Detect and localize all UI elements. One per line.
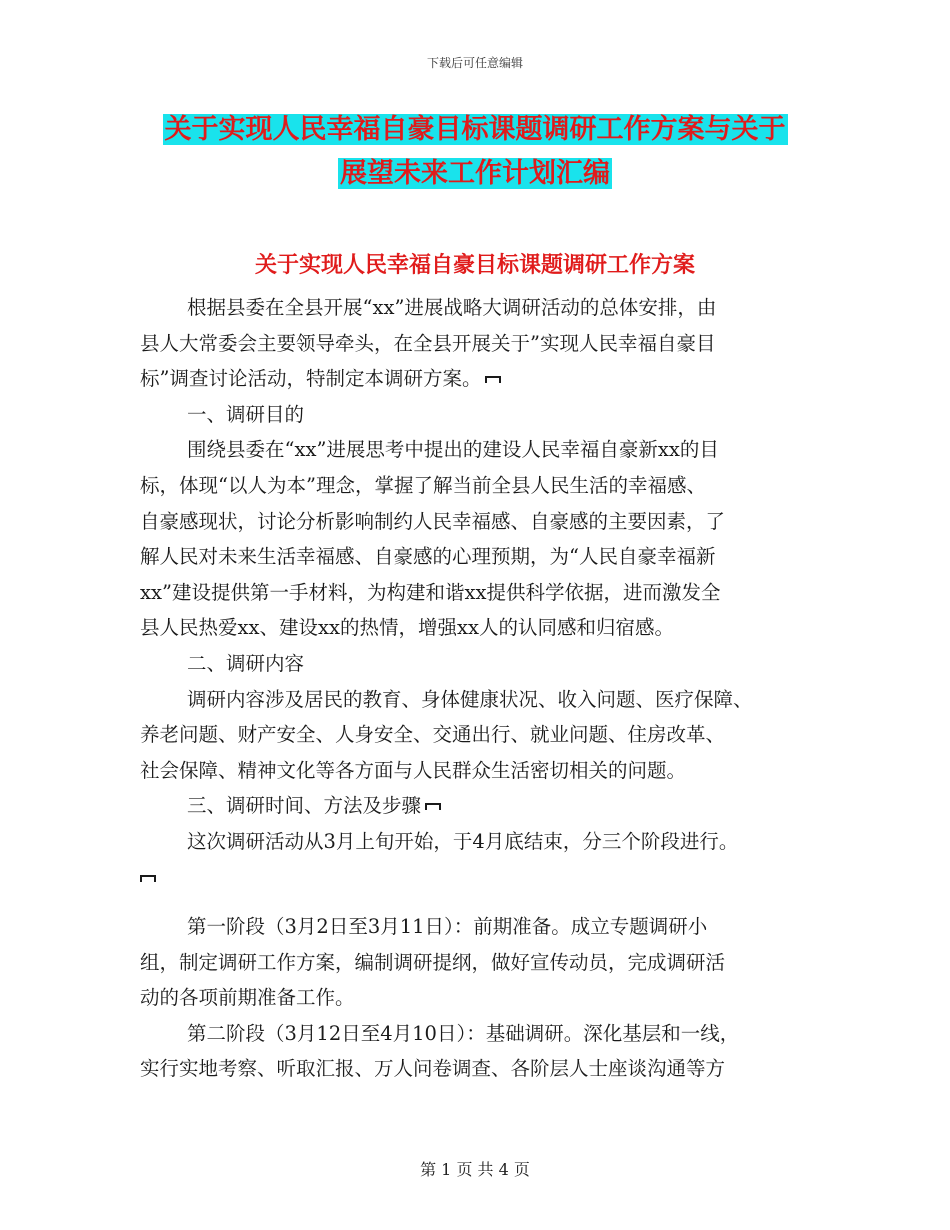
header-note: 下载后可任意编辑 [426, 56, 523, 70]
heading-text: 三、调研时间、方法及步骤 [187, 794, 422, 818]
paragraph-line [140, 361, 820, 397]
paragraph-line: 组，制定调研工作方案，编制调研提纲，做好宣传动员，完成调研活 [140, 950, 726, 974]
paragraph-line: 社会保障、精神文化等各方面与人民群众生活密切相关的问题。 [140, 758, 687, 782]
paragraph-line: 县人民热爱xx、建设xx的热情，增强xx人的认同感和归宿感。 [140, 616, 674, 640]
paragraph-line: 养老问题、财产安全、人身安全、交通出行、就业问题、住房改革、 [140, 723, 726, 747]
paragraph-line: 实行实地考察、听取汇报、万人问卷调查、各阶层人士座谈沟通等方 [140, 1057, 726, 1081]
title-line-2: 展望未来工作计划汇编 [340, 158, 610, 189]
document-body [140, 290, 820, 1087]
heading-schedule [140, 788, 820, 824]
section-title: 关于实现人民幸福自豪目标课题调研工作方案 [254, 253, 695, 278]
paragraph-line: 根据县委在全县开展“xx”进展战略大调研活动的总体安排，由 [187, 296, 717, 319]
paragraph-mark-icon [485, 376, 501, 383]
paragraph-line: 动的各项前期准备工作。 [140, 986, 355, 1010]
document-title [0, 108, 950, 196]
heading-content: 二、调研内容 [187, 651, 305, 675]
spacer [140, 895, 820, 909]
paragraph-line: 调研内容涉及居民的教育、身体健康状况、收入问题、医疗保障、 [187, 687, 753, 711]
paragraph-line: 第二阶段（3月12日至4月10日）：基础调研。深化基层和一线， [187, 1021, 740, 1045]
paragraph-line: 这次调研活动从3月上旬开始，于4月底结束，分三个阶段进行。 [187, 829, 739, 853]
paragraph-text: 标”调查讨论活动，特制定本调研方案。 [140, 367, 482, 391]
page-footer: 第 1 页 共 4 页 [420, 1160, 530, 1179]
paragraph-line: 县人大常委会主要领导牵头，在全县开展关于”实现人民幸福自豪目 [140, 331, 716, 355]
paragraph-line: 自豪感现状，讨论分析影响制约人民幸福感、自豪感的主要因素，了 [140, 509, 726, 533]
paragraph-line: 围绕县委在“xx”进展思考中提出的建设人民幸福自豪新xx的目 [187, 438, 719, 462]
paragraph-line: 解人民对未来生活幸福感、自豪感的心理预期，为“人民自豪幸福新 [140, 545, 716, 569]
title-line-1: 关于实现人民幸福自豪目标课题调研工作方案与关于 [164, 114, 786, 145]
paragraph-line: xx”建设提供第一手材料，为构建和谐xx提供科学依据，进而激发全 [140, 580, 721, 604]
paragraph-line: 标，体现“以人为本”理念，掌握了解当前全县人民生活的幸福感、 [140, 473, 706, 497]
paragraph-mark-icon [140, 875, 156, 882]
paragraph-line: 第一阶段（3月2日至3月11日）：前期准备。成立专题调研小 [187, 915, 708, 939]
heading-purpose: 一、调研目的 [187, 402, 305, 426]
paragraph-mark-icon [425, 803, 441, 810]
paragraph-mark-line [140, 860, 820, 896]
